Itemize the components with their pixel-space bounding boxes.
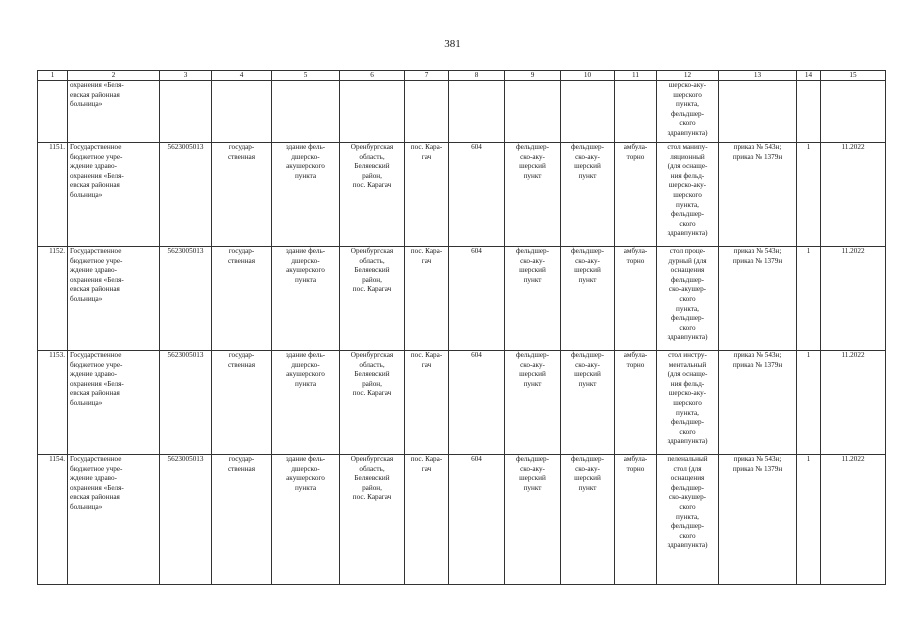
column-number: 5: [272, 71, 340, 81]
cell-quantity: 1: [797, 351, 821, 455]
cell-inn: 5623005013: [160, 247, 212, 351]
cell-building: здание фель- дшерско- акушерского пункта: [272, 455, 340, 585]
cell-equipment: пеленальный стол (для оснащения фельдшер- ско-акушер- ского пункта, фельдшер- ского здравпункта): [657, 455, 719, 585]
table-row: [38, 455, 886, 585]
cell-equipment: стол манипу- ляционный (для оснаще- ния фельд- шерско-аку- шерского пункта, фельдшер- ского здравпункта): [657, 143, 719, 247]
column-number: 3: [160, 71, 212, 81]
cell-quantity: [797, 81, 821, 143]
cell-address: Оренбургская область, Беляевский район, пос. Карагач: [340, 247, 405, 351]
cell-building: здание фель- дшерско- акушерского пункта: [272, 143, 340, 247]
table-row: [38, 143, 886, 247]
table-row: [38, 81, 886, 143]
column-number: 7: [405, 71, 449, 81]
cell-inn: 5623005013: [160, 351, 212, 455]
cell-code: 604: [449, 351, 505, 455]
cell-row-number: [38, 81, 68, 143]
cell-institution-name: Государственное бюджетное учре- ждение здраво- охранения «Беля- евская районная больница»: [68, 247, 160, 351]
cell-object-type: фельдшер- ско-аку- шерский пункт: [505, 455, 561, 585]
cell-object-subtype: фельдшер- ско-аку- шерский пункт: [561, 247, 615, 351]
cell-date: 11.2022: [821, 455, 886, 585]
cell-building: здание фель- дшерско- акушерского пункта: [272, 351, 340, 455]
cell-inn: 5623005013: [160, 143, 212, 247]
column-number: 15: [821, 71, 886, 81]
column-number: 1: [38, 71, 68, 81]
cell-ownership-form: государ- ственная: [212, 247, 272, 351]
cell-settlement: пос. Кара- гач: [405, 143, 449, 247]
cell-institution-name: охранения «Беля- евская районная больница»: [68, 81, 160, 143]
cell-legal-basis: приказ № 543н; приказ № 1379н: [719, 351, 797, 455]
cell-equipment: стол инстру- ментальный (для оснаще- ния фельд- шерско-аку- шерского пункта, фельдшер- ского здравпункта): [657, 351, 719, 455]
cell-row-number: 1151.: [38, 143, 68, 247]
cell-address: Оренбургская область, Беляевский район, пос. Карагач: [340, 351, 405, 455]
cell-address: Оренбургская область, Беляевский район, пос. Карагач: [340, 143, 405, 247]
cell-object-subtype: фельдшер- ско-аку- шерский пункт: [561, 351, 615, 455]
cell-institution-name: Государственное бюджетное учре- ждение здраво- охранения «Беля- евская районная больница»: [68, 143, 160, 247]
table-row: [38, 351, 886, 455]
cell-row-number: 1152.: [38, 247, 68, 351]
column-number: 10: [561, 71, 615, 81]
column-number: 14: [797, 71, 821, 81]
cell-inn: 5623005013: [160, 455, 212, 585]
cell-code: [449, 81, 505, 143]
cell-legal-basis: [719, 81, 797, 143]
cell-legal-basis: приказ № 543н; приказ № 1379н: [719, 455, 797, 585]
cell-date: 11.2022: [821, 143, 886, 247]
cell-object-subtype: [561, 81, 615, 143]
column-number: 4: [212, 71, 272, 81]
cell-settlement: пос. Кара- гач: [405, 247, 449, 351]
cell-address: [340, 81, 405, 143]
cell-settlement: пос. Кара- гач: [405, 351, 449, 455]
cell-institution-name: Государственное бюджетное учре- ждение здраво- охранения «Беля- евская районная больница»: [68, 455, 160, 585]
column-number: 11: [615, 71, 657, 81]
column-number: 2: [68, 71, 160, 81]
column-number: 13: [719, 71, 797, 81]
cell-building: здание фель- дшерско- акушерского пункта: [272, 247, 340, 351]
table-row: [38, 247, 886, 351]
column-number: 6: [340, 71, 405, 81]
cell-ownership-form: [212, 81, 272, 143]
cell-object-type: [505, 81, 561, 143]
cell-service-form: [615, 81, 657, 143]
cell-date: 11.2022: [821, 247, 886, 351]
register-table: [37, 70, 886, 585]
cell-quantity: 1: [797, 455, 821, 585]
cell-object-subtype: фельдшер- ско-аку- шерский пункт: [561, 143, 615, 247]
cell-settlement: пос. Кара- гач: [405, 455, 449, 585]
cell-legal-basis: приказ № 543н; приказ № 1379н: [719, 143, 797, 247]
cell-row-number: 1154.: [38, 455, 68, 585]
column-number: 9: [505, 71, 561, 81]
cell-code: 604: [449, 455, 505, 585]
cell-service-form: амбула- торно: [615, 247, 657, 351]
cell-code: 604: [449, 247, 505, 351]
cell-institution-name: Государственное бюджетное учре- ждение здраво- охранения «Беля- евская районная больница»: [68, 351, 160, 455]
cell-date: [821, 81, 886, 143]
page-number: 381: [444, 38, 461, 50]
cell-date: 11.2022: [821, 351, 886, 455]
cell-equipment: стол проце- дурный (для оснащения фельдшер- ско-акушер- ского пункта, фельдшер- ского здравпункта): [657, 247, 719, 351]
cell-object-subtype: фельдшер- ско-аку- шерский пункт: [561, 455, 615, 585]
cell-object-type: фельдшер- ско-аку- шерский пункт: [505, 143, 561, 247]
column-number: 8: [449, 71, 505, 81]
cell-ownership-form: государ- ственная: [212, 455, 272, 585]
cell-service-form: амбула- торно: [615, 351, 657, 455]
cell-service-form: амбула- торно: [615, 455, 657, 585]
cell-service-form: амбула- торно: [615, 143, 657, 247]
cell-ownership-form: государ- ственная: [212, 351, 272, 455]
cell-equipment: шерско-аку- шерского пункта, фельдшер- ского здравпункта): [657, 81, 719, 143]
cell-inn: [160, 81, 212, 143]
cell-building: [272, 81, 340, 143]
cell-ownership-form: государ- ственная: [212, 143, 272, 247]
column-number: 12: [657, 71, 719, 81]
cell-object-type: фельдшер- ско-аку- шерский пункт: [505, 351, 561, 455]
cell-quantity: 1: [797, 143, 821, 247]
cell-row-number: 1153.: [38, 351, 68, 455]
column-number-row: [38, 71, 886, 81]
cell-address: Оренбургская область, Беляевский район, пос. Карагач: [340, 455, 405, 585]
cell-quantity: 1: [797, 247, 821, 351]
cell-object-type: фельдшер- ско-аку- шерский пункт: [505, 247, 561, 351]
cell-settlement: [405, 81, 449, 143]
cell-code: 604: [449, 143, 505, 247]
cell-legal-basis: приказ № 543н; приказ № 1379н: [719, 247, 797, 351]
